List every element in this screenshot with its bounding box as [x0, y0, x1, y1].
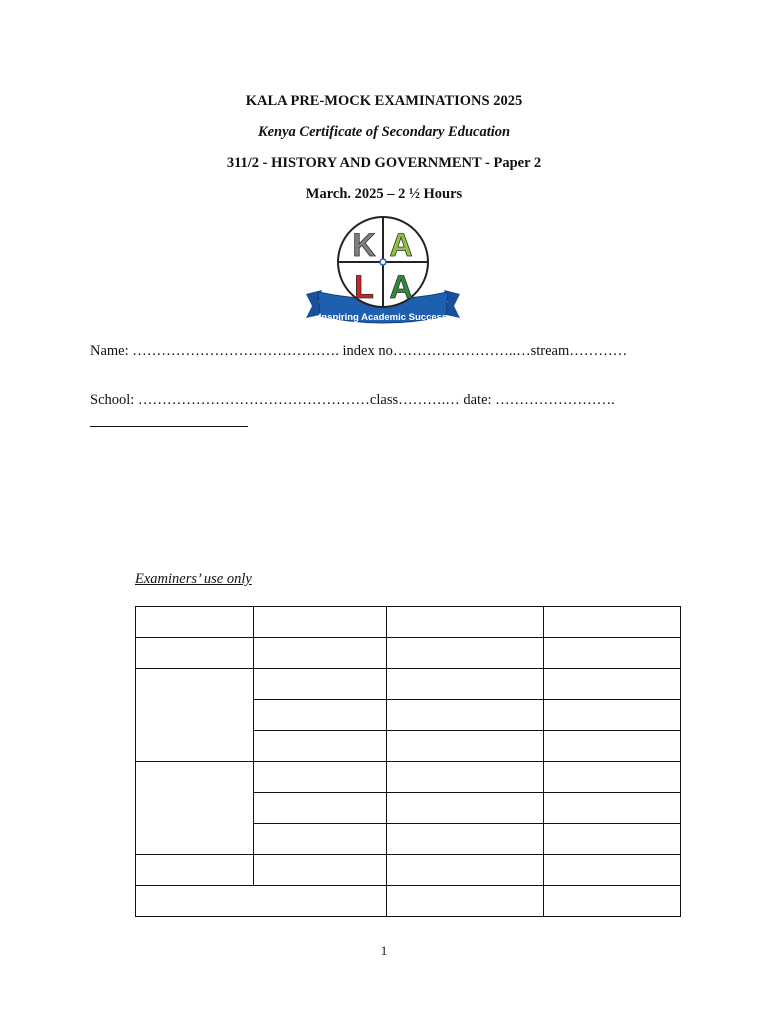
logo-letter-a-bottom: A — [389, 269, 413, 305]
table-cell[interactable] — [254, 700, 387, 731]
table-cell[interactable] — [254, 731, 387, 762]
table-cell[interactable] — [387, 700, 544, 731]
school-class-date-field[interactable]: School: …………………………………………class……….… date: ……………………. — [90, 392, 615, 408]
table-cell[interactable] — [387, 731, 544, 762]
exam-title: KALA PRE-MOCK EXAMINATIONS 2025 — [245, 93, 523, 109]
table-cell[interactable] — [544, 855, 681, 886]
table-cell[interactable] — [544, 886, 681, 917]
table-row — [136, 762, 681, 793]
table-cell[interactable] — [254, 855, 387, 886]
kala-logo-icon — [300, 214, 466, 330]
examiners-marks-table — [135, 606, 681, 917]
table-cell[interactable] — [254, 638, 387, 669]
logo-letter-l: L — [354, 269, 374, 305]
table-cell[interactable] — [544, 638, 681, 669]
table-cell[interactable] — [136, 669, 254, 762]
page-number: 1 — [380, 943, 388, 958]
table-cell[interactable] — [254, 793, 387, 824]
table-cell[interactable] — [544, 824, 681, 855]
table-cell[interactable] — [544, 731, 681, 762]
table-row — [136, 855, 681, 886]
table-cell[interactable] — [387, 855, 544, 886]
table-cell[interactable] — [544, 607, 681, 638]
table-row — [136, 886, 681, 917]
logo-letter-a-top: A — [389, 227, 413, 263]
date-duration: March. 2025 – 2 ½ Hours — [305, 186, 463, 202]
table-row — [136, 638, 681, 669]
table-row — [136, 607, 681, 638]
table-cell[interactable] — [136, 762, 254, 855]
table-cell[interactable] — [544, 700, 681, 731]
table-cell[interactable] — [254, 762, 387, 793]
table-cell[interactable] — [136, 638, 254, 669]
table-cell[interactable] — [254, 607, 387, 638]
examiners-use-caption: Examiners’ use only — [135, 571, 252, 587]
underline-rule — [90, 426, 248, 427]
logo-banner-text: Inspiring Academic Success — [318, 312, 448, 323]
table-cell[interactable] — [387, 793, 544, 824]
table-cell[interactable] — [544, 669, 681, 700]
table-row — [136, 669, 681, 700]
table-cell[interactable] — [387, 762, 544, 793]
table-cell[interactable] — [387, 886, 544, 917]
table-cell[interactable] — [387, 638, 544, 669]
table-cell[interactable] — [136, 607, 254, 638]
exam-subtitle: Kenya Certificate of Secondary Education — [257, 124, 511, 140]
table-cell[interactable] — [254, 824, 387, 855]
table-cell[interactable] — [387, 824, 544, 855]
table-cell[interactable] — [387, 607, 544, 638]
paper-title: 311/2 - HISTORY AND GOVERNMENT - Paper 2 — [226, 155, 542, 171]
table-cell[interactable] — [544, 793, 681, 824]
table-cell[interactable] — [387, 669, 544, 700]
name-index-stream-field[interactable]: Name: ……………………………………. index no……………………..…stream………… — [90, 343, 628, 359]
logo-letter-k: K — [352, 227, 376, 263]
table-cell[interactable] — [136, 855, 254, 886]
table-cell-total-label[interactable] — [136, 886, 387, 917]
table-cell[interactable] — [544, 762, 681, 793]
table-cell[interactable] — [254, 669, 387, 700]
